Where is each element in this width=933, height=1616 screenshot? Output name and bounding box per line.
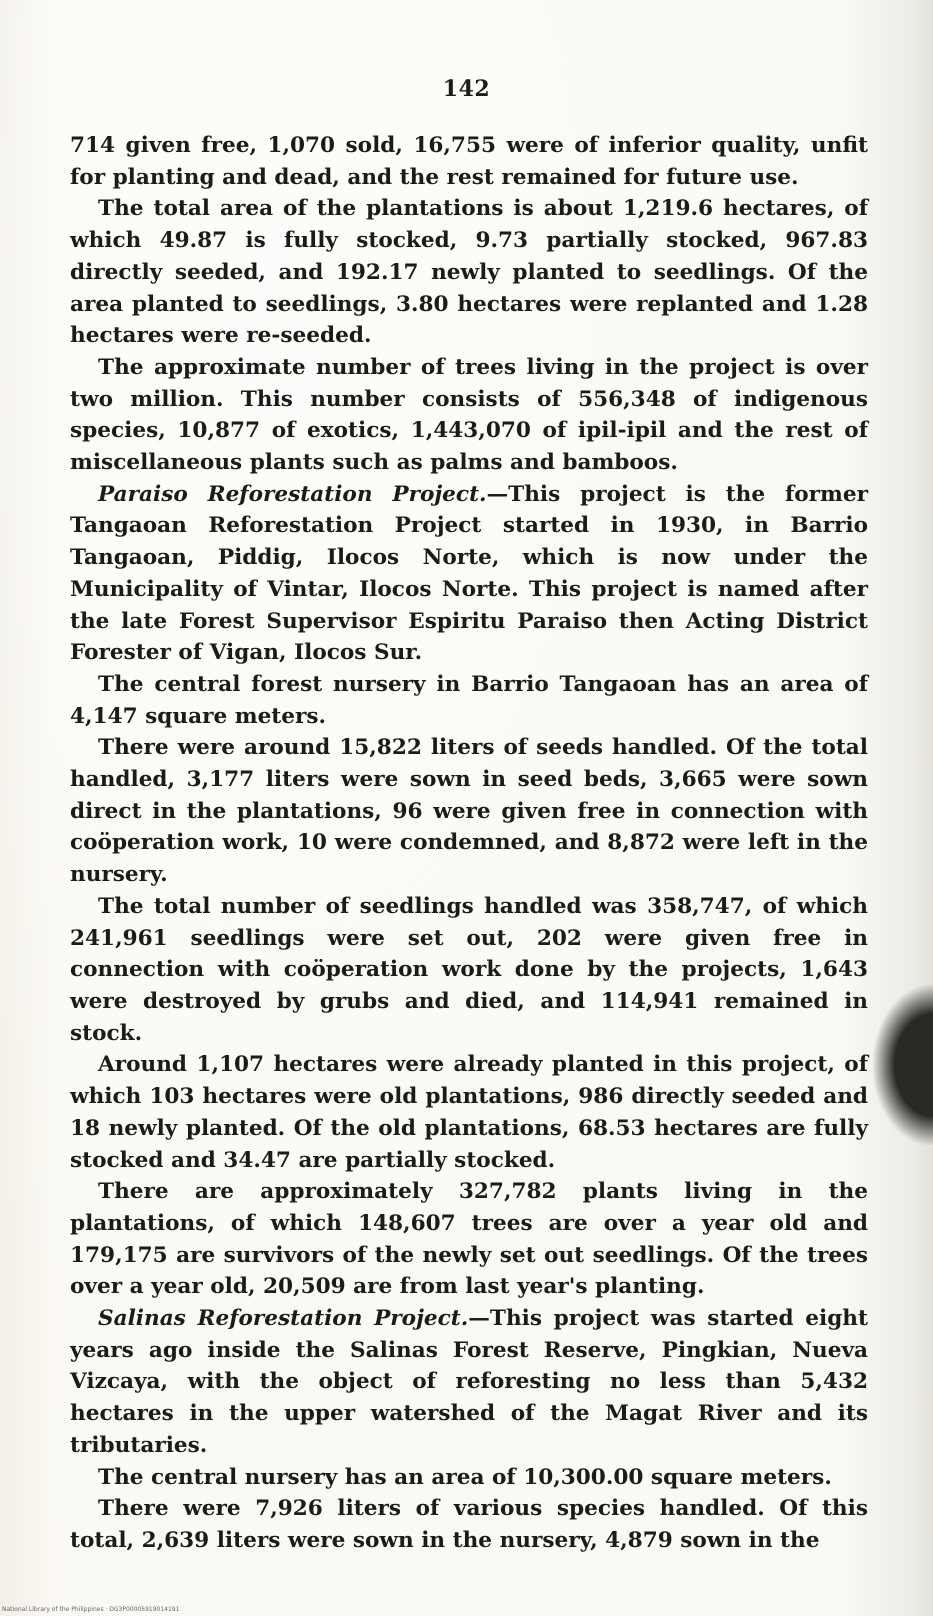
paragraph: Salinas Reforestation Project.—This project was started eight years ago inside the Salinas Forest Reserve, Pingkian, Nueva Vizcaya, with the object of reforesting no less than 5,432 hectares in the upper watershed of the Magat River and its tributaries. [70,1306,868,1458]
section-heading-paraiso: Paraiso Reforestation Project. [98,481,487,507]
paragraph: The central forest nursery in Barrio Tangaoan has an area of 4,147 square meters. [70,671,868,729]
paragraph: The total area of the plantations is about 1,219.6 hectares, of which 49.87 is fully stocked, 9.73 partially stocked, 967.83 directly seeded, and 192.17 newly planted to seedlings. Of the area planted to seedlings, 3.80 hectares were replanted and 1.28 hectares were re-seeded. [70,196,868,349]
section-heading-salinas: Salinas Reforestation Project. [98,1306,469,1332]
paragraph: 714 given free, 1,070 sold, 16,755 were of inferior quality, unfit for planting and dead, and the rest remained for future use. [70,133,868,190]
paragraph: Around 1,107 hectares were already planted in this project, of which 103 hectares were old plantations, 986 directly seeded and 18 newly planted. Of the old plantations, 68.53 hectares are fully stocked and 34.47 are partially stocked. [70,1052,868,1173]
scan-credit: National Library of the Philippines · DG3P00005919014191 [2,1606,180,1613]
paragraph: The total number of seedlings handled was 358,747, of which 241,961 seedlings were set out, 202 were given free in connection with coöperation work done by the projects, 1,643 were destroyed by grubs and died, and 114,941 remained in stock. [70,893,868,1046]
body-text [70,130,868,1557]
ink-stain [873,985,933,1145]
paragraph: Paraiso Reforestation Project.—This project is the former Tangaoan Reforestation Project started in 1930, in Barrio Tangaoan, Piddig, Ilocos Norte, which is now under the Municipality of Vintar, Ilocos Norte. This project is named after the late Forest Supervisor Espiritu Paraiso then Acting District Forester of Vigan, Ilocos Sur. [70,481,868,666]
paragraph: There are approximately 327,782 plants living in the plantations, of which 148,607 trees are over a year old and 179,175 are survivors of the newly set out seedlings. Of the trees over a year old, 20,509 are from last year's planting. [70,1179,868,1300]
paragraph: The central nursery has an area of 10,300.00 square meters. [98,1464,832,1490]
paragraph: There were 7,926 liters of various species handled. Of this total, 2,639 liters were sown in the nursery, 4,879 sown in the [70,1496,868,1553]
page-number: 142 [442,76,491,102]
paragraph: There were around 15,822 liters of seeds handled. Of the total handled, 3,177 liters were sown in seed beds, 3,665 were sown direct in the plantations, 96 were given free in connection with coöperation work, 10 were condemned, and 8,872 were left in the nursery. [70,735,868,888]
paragraph: The approximate number of trees living in the project is over two million. This number consists of 556,348 of indigenous species, 10,877 of exotics, 1,443,070 of ipil-ipil and the rest of miscellaneous plants such as palms and bamboos. [70,354,868,476]
